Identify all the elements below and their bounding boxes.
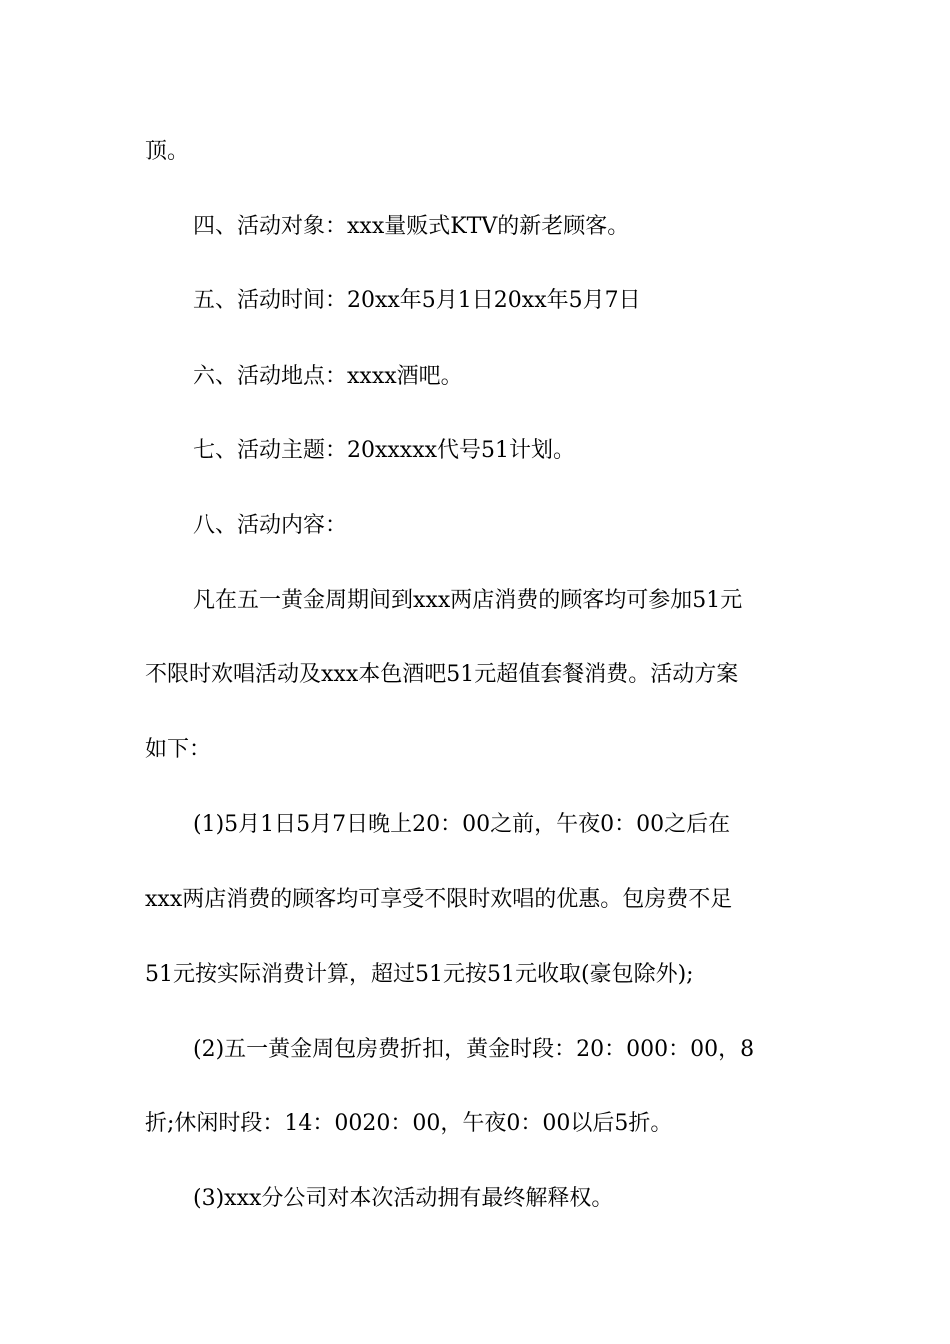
paragraph-line-15: (3)xxx分公司对本次活动拥有最终解释权。 [193, 1186, 614, 1211]
paragraph-line-12: 51元按实际消费计算，超过51元按51元收取(豪包除外); [145, 962, 694, 987]
paragraph-line-4: 六、活动地点：xxxx酒吧。 [193, 364, 463, 389]
paragraph-line-2: 四、活动对象：xxx量贩式KTV的新老顾客。 [193, 214, 630, 239]
paragraph-line-5: 七、活动主题：20xxxxx代号51计划。 [193, 438, 576, 463]
paragraph-line-10: (1)5月1日5月7日晚上20：00之前，午夜0：00之后在 [193, 812, 731, 837]
paragraph-line-9: 如下： [145, 737, 212, 762]
paragraph-line-13: (2)五一黄金周包房费折扣，黄金时段：20：000：00，8 [193, 1037, 755, 1062]
paragraph-line-8: 不限时欢唱活动及xxx本色酒吧51元超值套餐消费。活动方案 [145, 662, 739, 687]
paragraph-line-3: 五、活动时间：20xx年5月1日20xx年5月7日 [193, 288, 641, 313]
paragraph-line-6: 八、活动内容： [193, 513, 348, 538]
paragraph-line-14: 折;休闲时段：14：0020：00，午夜0：00以后5折。 [145, 1111, 673, 1136]
paragraph-line-11: xxx两店消费的顾客均可享受不限时欢唱的优惠。包房费不足 [145, 887, 733, 912]
paragraph-line-7: 凡在五一黄金周期间到xxx两店消费的顾客均可参加51元 [193, 588, 743, 613]
paragraph-line-1: 顶。 [145, 139, 190, 164]
